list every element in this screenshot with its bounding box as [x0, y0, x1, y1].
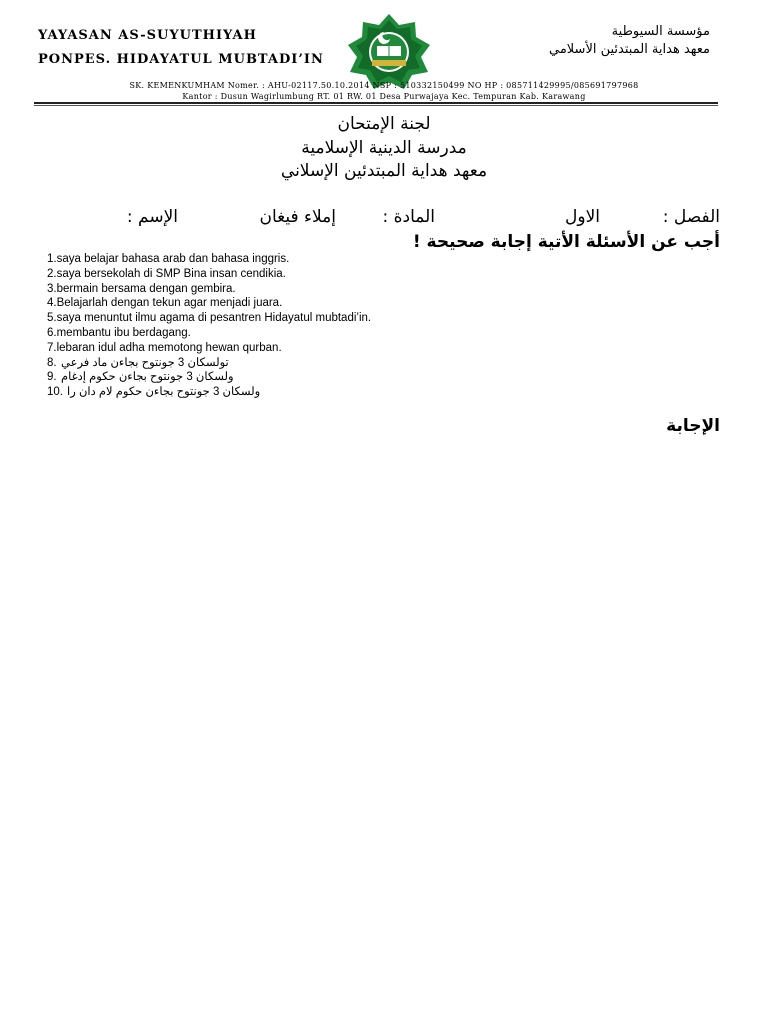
header-divider-thin — [34, 105, 718, 106]
subject-label: المادة : — [382, 207, 435, 227]
school-name-latin: PONPES. HIDAYATUL MUBTADI’IN — [38, 52, 324, 67]
madrasah-title: مدرسة الدينية الإسلامية — [301, 138, 467, 158]
list-item: 2.saya bersekolah di SMP Bina insan cendikia. — [47, 267, 286, 280]
list-item: 8. تولسكان 3 جونتوح بجاءن ماد فرعي — [47, 356, 229, 369]
org-name-arabic: مؤسسة السيوطية — [611, 24, 710, 39]
school-name-arabic: معهد هداية المبتدئين الأسلامي — [549, 42, 710, 57]
list-item: 10. ولسكان 3 جونتوح بجاءن حكوم لام دان را — [47, 386, 261, 399]
class-label: الفصل : — [662, 207, 720, 227]
org-name-latin: YAYASAN AS-SUYUTHIYAH — [38, 28, 257, 43]
list-item: 1.saya belajar bahasa arab dan bahasa inggris. — [47, 253, 290, 265]
name-label: الإسم : — [126, 207, 178, 227]
office-address: Kantor : Dusun Wagirlumbung RT. 01 RW. 01 Desa Purwajaya Kec. Tempuran Kab. Karawang — [182, 92, 586, 101]
subject-value: إملاء فيغان — [259, 207, 336, 227]
header-divider — [34, 102, 718, 104]
list-item: 5.saya menuntut ilmu agama di pesantren Hidayatul mubtadi’in. — [47, 312, 372, 325]
answer-heading: الإجابة — [666, 416, 720, 436]
list-item: 3.bermain bersama dengan gembira. — [47, 282, 236, 295]
registration-info: SK. KEMENKUMHAM Nomer. : AHU-02117.50.10.2014 NSP : 510332150499 NO HP : 085711429995/085691797968 — [129, 81, 639, 90]
exam-committee-title: لجنة الإمتحان — [337, 114, 431, 134]
school-logo — [342, 12, 436, 92]
list-item: 6.membantu ibu berdagang. — [47, 326, 191, 339]
list-item: 7.lebaran idul adha memotong hewan qurban. — [47, 341, 282, 354]
instruction: أجب عن الأسئلة الأتية إجابة صحيحة ! — [412, 232, 720, 252]
question-list — [47, 252, 371, 400]
list-item: 9. ولسكان 3 جونتوح بجاءن حكوم إدغام — [47, 371, 234, 384]
class-value: الاول — [565, 207, 600, 227]
pesantren-title: معهد هداية المبتدئين الإسلاني — [280, 161, 488, 181]
list-item: 4.Belajarlah dengan tekun agar menjadi juara. — [47, 297, 283, 310]
